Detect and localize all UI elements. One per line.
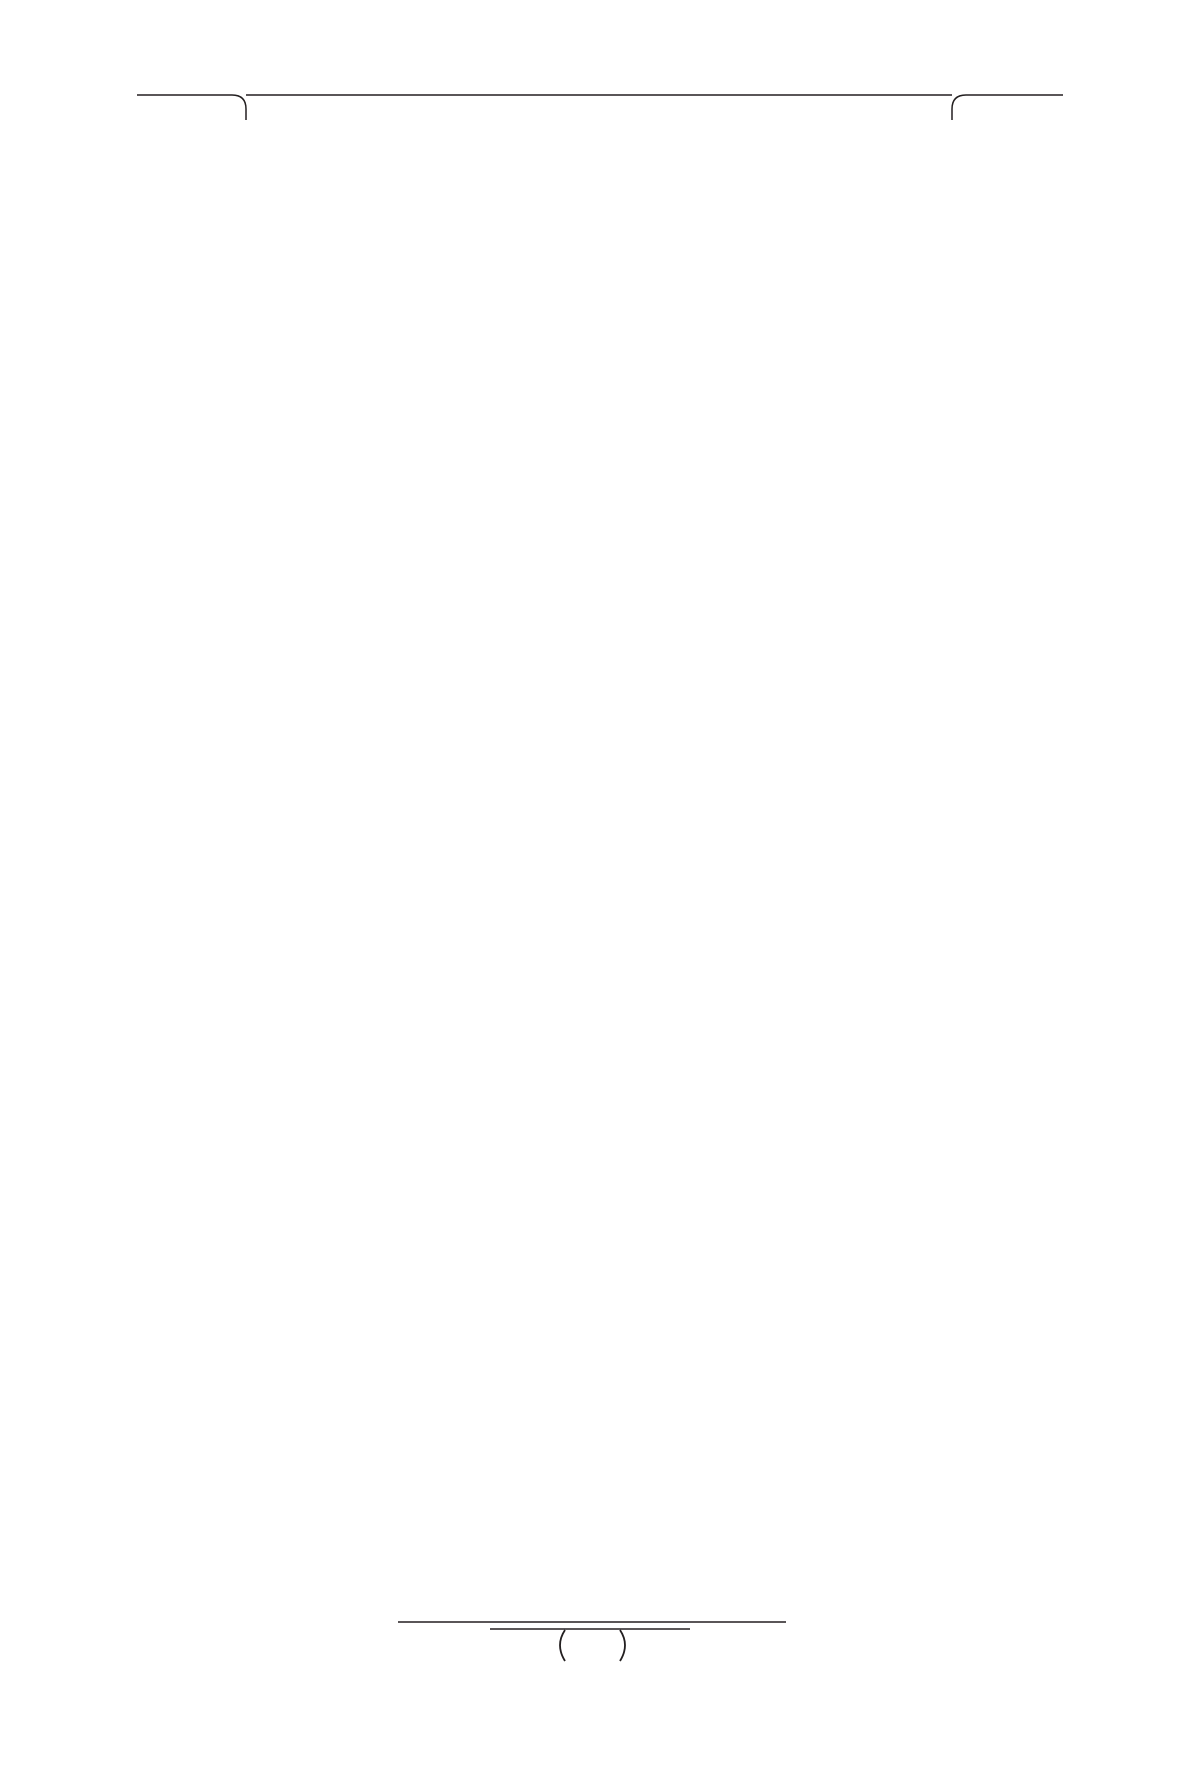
header-right-rule <box>952 95 1063 120</box>
page-number-bracket-left <box>560 1630 565 1661</box>
page-number-bracket-right <box>620 1630 625 1661</box>
header-decoration <box>0 0 1200 160</box>
journal-page <box>0 0 1200 1783</box>
footer-decoration <box>0 1600 1200 1680</box>
header-left-rule <box>137 95 246 120</box>
